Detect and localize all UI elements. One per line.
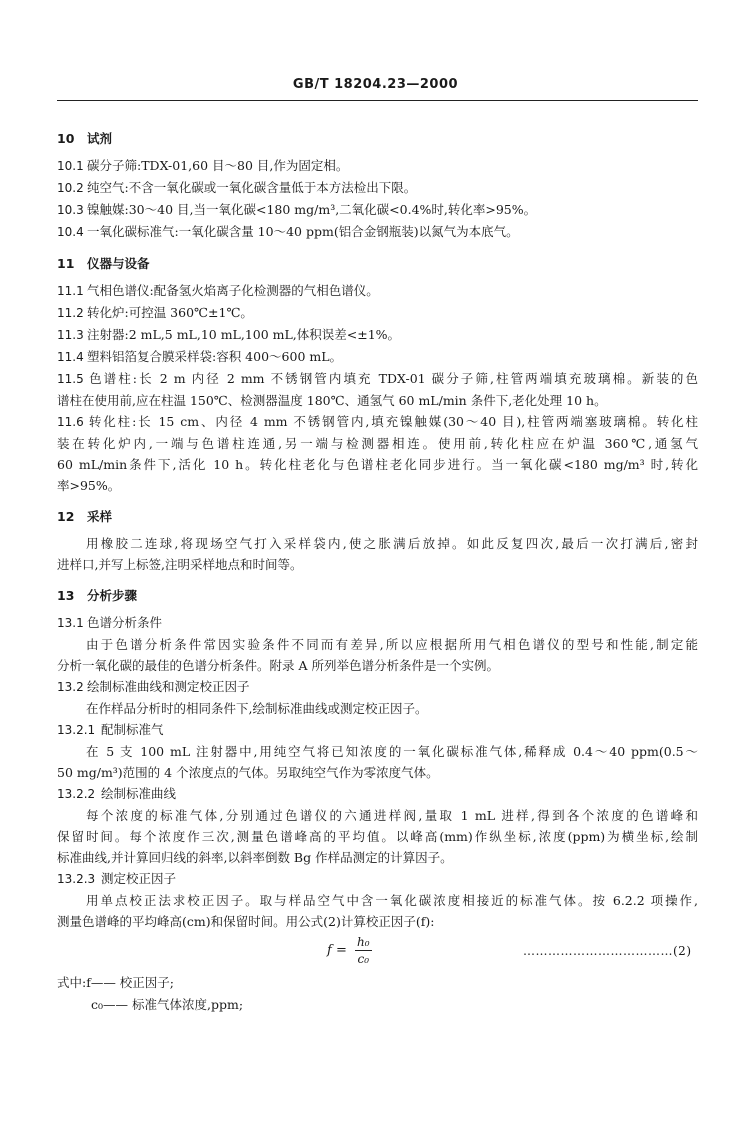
- clause-13-2: 13.2 绘制标准曲线和测定校正因子: [57, 679, 250, 694]
- section-title: 试剂: [87, 131, 113, 146]
- standard-number: GB/T 18204.23—2000: [292, 77, 459, 92]
- clause-11-4: 11.4 塑料铝箔复合膜采样袋:容积 400～600 mL。: [57, 349, 343, 364]
- paragraph-12-1: 用橡胶二连球,将现场空气打入采样袋内,使之胀满后放掉。如此反复四次,最后一次打满后,密封: [86, 536, 698, 551]
- paragraph-12-2: 进样口,并写上标签,注明采样地点和时间等。: [57, 557, 303, 572]
- clause-13-1: 13.1 色谱分析条件: [57, 615, 163, 630]
- clause-11-2: 11.2 转化炉:可控温 360℃±1℃。: [57, 305, 253, 320]
- clause-11-3: 11.3 注射器:2 mL,5 mL,10 mL,100 mL,体积误差<±1%。: [57, 327, 401, 342]
- section-11-heading: 11 仪器与设备: [57, 256, 150, 271]
- header-rule: [57, 100, 698, 101]
- section-10-heading: [57, 128, 698, 149]
- section-12-heading: 12 采样: [57, 509, 113, 524]
- clause-11-6: 11.6 转化柱:长 15 cm、内径 4 mm 不锈钢管内,填充镍触媒(30～40 目),柱管两端塞玻璃棉。转化柱: [57, 414, 698, 429]
- section-13-heading: 13 分析步骤: [57, 588, 138, 603]
- equation-number: ………………………………(2): [523, 944, 692, 958]
- fraction: $\frac{\text{h₀}}{\text{c₀}}$: [356, 935, 370, 966]
- clause-10-1: 10.1 碳分子筛:TDX-01,60 目～80 目,作为固定相。: [57, 158, 349, 173]
- clause-13-2-1: 13.2.1 配制标准气: [57, 722, 164, 737]
- clause-13-2-2: 13.2.2 绘制标准曲线: [57, 786, 177, 801]
- clause-11-1: 11.1 气相色谱仪:配备氢火焰离子化检测器的气相色谱仪。: [57, 283, 379, 298]
- clause-11-5: 11.5 色谱柱:长 2 m 内径 2 mm 不锈钢管内填充 TDX-01 碳分子筛,柱管两端填充玻璃棉。新装的色: [57, 371, 698, 386]
- clause-10-2: 10.2 纯空气:不含一氧化碳或一氧化碳含量低于本方法检出下限。: [57, 180, 417, 195]
- clause-10-3: 10.3 镍触媒:30～40 目,当一氧化碳<180 mg/m³,二氧化碳<0.4%时,转化率>95%。: [57, 202, 537, 217]
- document-body: 10 试剂 10.1 碳分子筛:TDX-01,60 目～80 目,作为固定相。 10.2 纯空气:不含一氧化碳或一氧化碳含量低于本方法检出下限。 10.3 镍触媒:30～40 目,当一氧化碳<180 mg/m³,二氧化碳<0.4%时,转化率>95%。 10.4 一氧化碳标准气:一氧化碳含量 10～40 ppm(铝合金钢瓶装)以氮气为本底气。 11 仪器与设备 11.1 气相色谱仪:配备氢火焰离子化检测器的气相色谱仪。 11.2 转化炉:可控温 360℃±1℃。 11.3 注射器:2 mL,5 mL,10 mL,100 mL,体积误差<±1%。 11.4 塑料铝箔复合膜采样袋:容积 400～600 mL。 11.5 色谱柱:长 2 m 内径 2 mm 不锈钢管内填充 TDX-01 碳分子筛,柱管两端填充玻璃棉。新装的色 谱柱在使用前,应在柱温 150℃、检测器温度 180℃、通氢气 60 mL/min 条件下,老化处理 10 h。 11.6 转化柱:长 15 cm、内径 4 mm 不锈钢管内,填充镍触媒(30～40 目),柱管两端塞玻璃棉。转化柱 装在转化炉内,一端与色谱柱连通,另一端与检测器相连。使用前,转化柱应在炉温 360℃,通氢气 60 mL/min条件下,活化 10 h。转化柱老化与色谱柱老化同步进行。当一氧化碳<180 mg/m³ 时,转化 率>95%。 12 采样 用橡胶二连球,将现场空气打入采样袋内,使之胀满后放掉。如此反复四次,最后一次打满后,密封 进样口,并写上标签,注明采样地点和时间等。 13 分析步骤 13.1 色谱分析条件 由于色谱分析条件常因实验条件不同而有差异,所以应根据所用气相色谱仪的型号和性能,制定能 分析一氧化碳的最佳的色谱分析条件。附录 A 所列举色谱分析条件是一个实例。 13.2 绘制标准曲线和测定校正因子 在作样品分析时的相同条件下,绘制标准曲线或测定校正因子。 13.2.1 配制标准气 在 5 支 100 mL 注射器中,用纯空气将已知浓度的一氧化碳标准气体,稀释成 0.4～40 ppm(0.5～ 50 mg/m³)范围的 4 个浓度点的气体。另取纯空气作为零浓度气体。 13.2.2 绘制标准曲线 每个浓度的标准气体,分别通过色谱仪的六通进样阀,量取 1 mL 进样,得到各个浓度的色谱峰和 保留时间。每个浓度作三次,测量色谱峰高的平均值。以峰高(mm)作纵坐标,浓度(ppm)为横坐标,绘制 标准曲线,并计算回归线的斜率,以斜率倒数 Bg 作样品测定的计算因子。 13.2.3 测定校正因子 用单点校正法求校正因子。取与样品空气中含一氧化碳浓度相接近的标准气体。按 6.2.2 项操作, 测量色谱峰的平均峰高(cm)和保留时间。用公式(2)计算校正因子(f): f = $\frac{\text{h₀}}{\text{c₀}}$ ………………………………(2) 式中:f—— 校正因子; c₀—— 标准气体浓度,ppm;: [57, 128, 698, 1016]
- clause-13-2-3: 13.2.3 测定校正因子: [57, 871, 177, 886]
- section-number: 10: [57, 131, 75, 146]
- formula-expression: f = $\frac{\text{h₀}}{\text{c₀}}$: [327, 935, 370, 966]
- where-c0: c₀—— 标准气体浓度,ppm;: [91, 997, 244, 1012]
- formula-2: [57, 932, 698, 972]
- where-f: 式中:f—— 校正因子;: [57, 975, 175, 990]
- clause-10-4: 10.4 一氧化碳标准气:一氧化碳含量 10～40 ppm(铝合金钢瓶装)以氮气为本底气。: [57, 224, 519, 239]
